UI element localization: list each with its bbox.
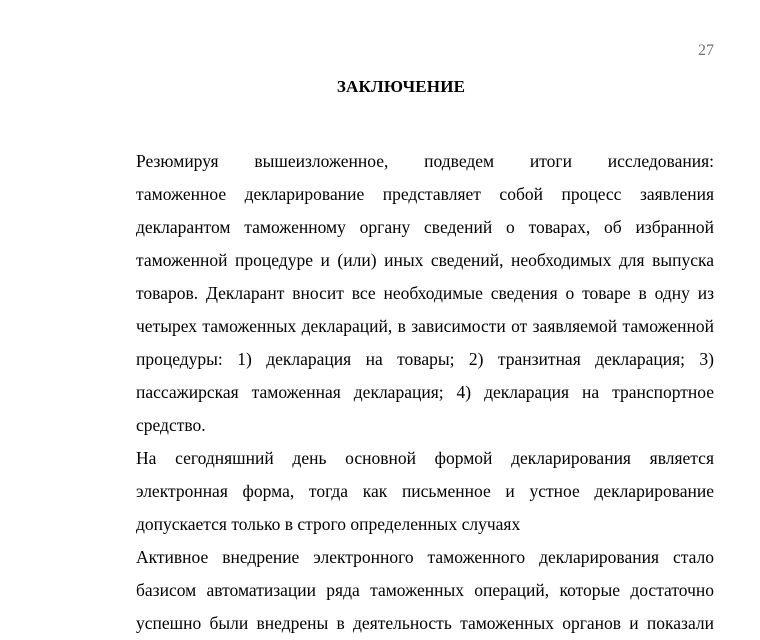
paragraph-2: [88, 442, 714, 541]
text-line: процедуры: 1) декларация на товары; 2) транзитная декларация; 3): [136, 349, 714, 369]
paragraph-1: [88, 145, 714, 442]
text-line: декларантом таможенному органу сведений о товарах, об избранной: [136, 217, 714, 237]
text-line: товаров. Декларант вносит все необходимые сведения о товаре в одну из: [136, 283, 714, 303]
text-line: четырех таможенных деклараций, в зависимости от заявляемой таможенной: [136, 316, 714, 336]
text-line: средство.: [136, 415, 206, 435]
text-line: Активное внедрение электронного таможенного декларирования стало: [136, 547, 714, 567]
text-line: успешно были внедрены в деятельность таможенных органов и показали: [136, 613, 714, 633]
body-text: [88, 145, 714, 640]
paragraph-3: [88, 541, 714, 640]
text-line: таможенное декларирование представляет собой процесс заявления: [136, 184, 714, 204]
page-number: 27: [698, 42, 714, 59]
text-line: базисом автоматизации ряда таможенных операций, которые достаточно: [136, 580, 714, 600]
text-line: На сегодняшний день основной формой декларирования является: [136, 448, 714, 468]
text-line: электронная форма, тогда как письменное и устное декларирование: [136, 481, 714, 501]
text-line: таможенной процедуре и (или) иных сведений, необходимых для выпуска: [136, 250, 714, 270]
text-line: допускается только в строго определенных случаях: [136, 514, 521, 534]
text-line: Резюмируя вышеизложенное, подведем итоги исследования:: [136, 151, 714, 171]
page-title: ЗАКЛЮЧЕНИЕ: [336, 77, 466, 96]
text-line: пассажирская таможенная декларация; 4) декларация на транспортное: [136, 382, 714, 402]
